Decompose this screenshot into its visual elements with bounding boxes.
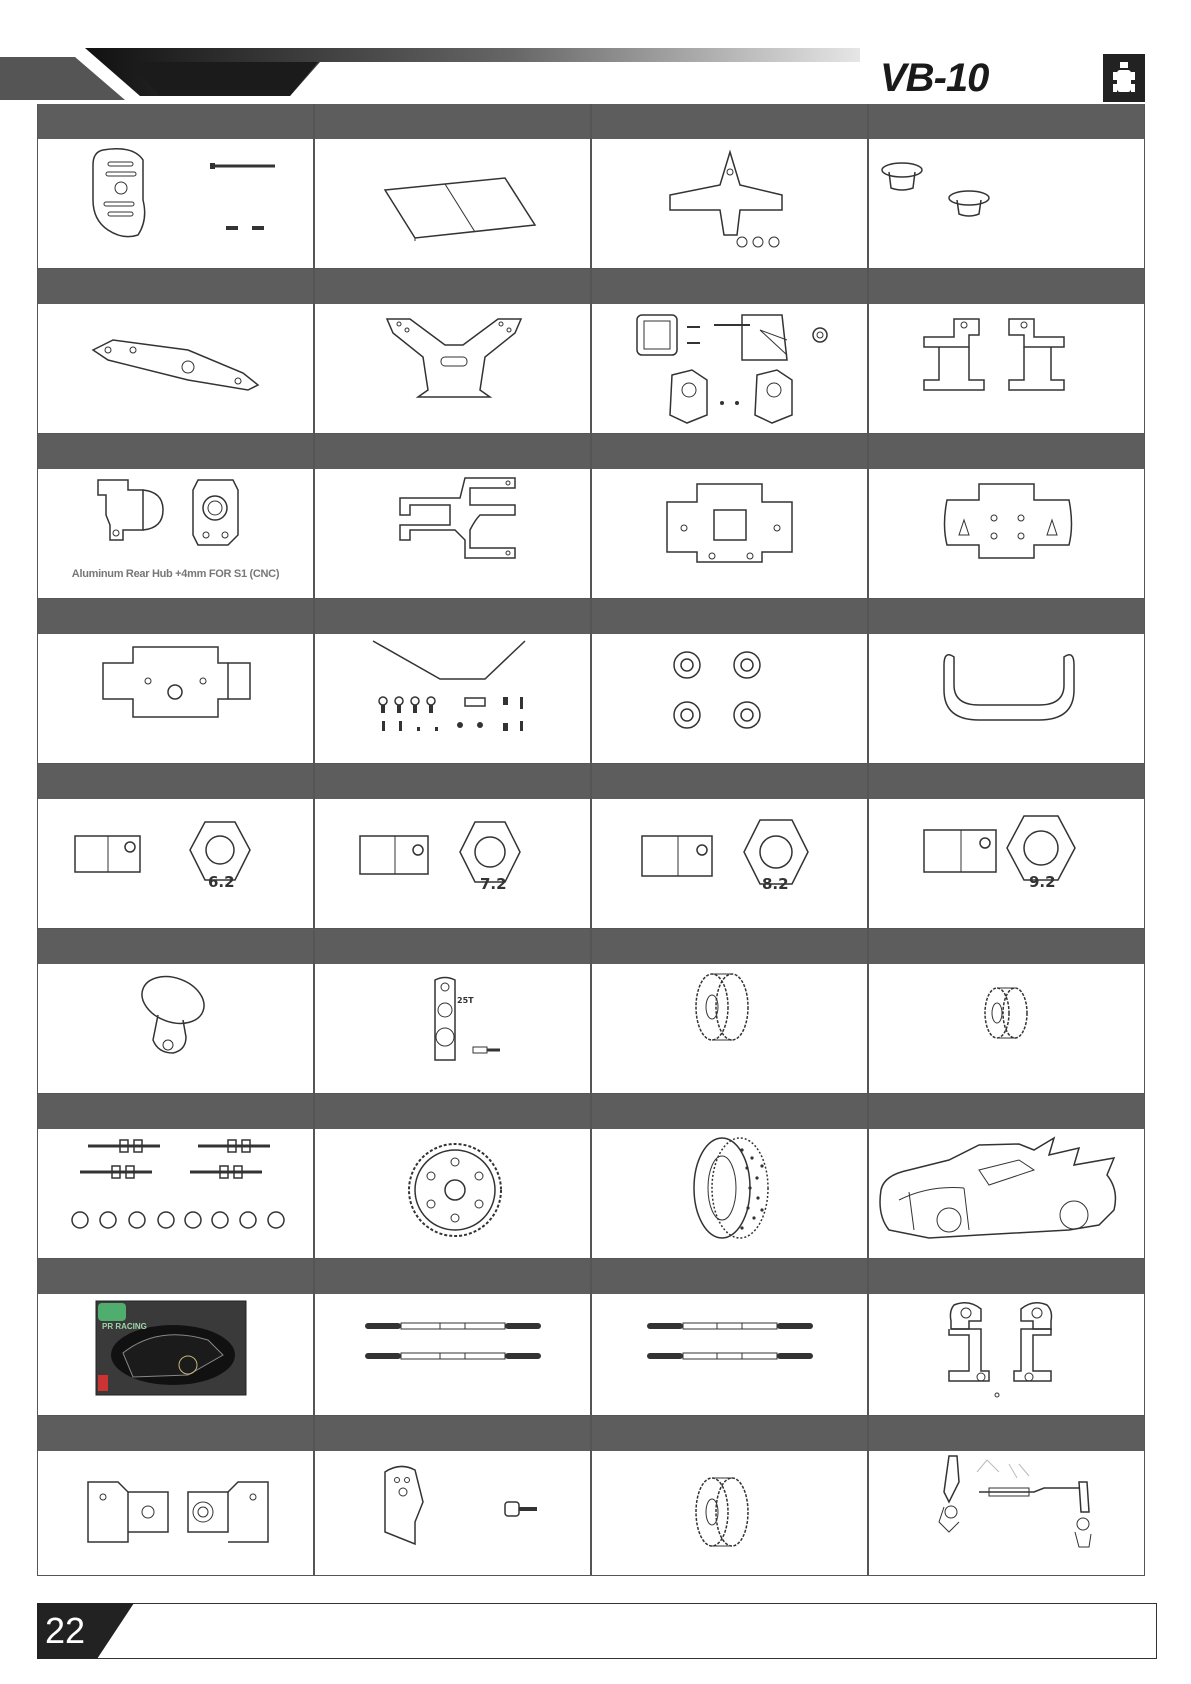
part-caption-bar <box>38 929 313 964</box>
c-hub-pair-icon <box>869 305 1144 433</box>
part-caption-bar <box>38 599 313 634</box>
part-cell-c-hubs <box>868 269 1145 434</box>
part-cell-spur-gear <box>314 1094 591 1259</box>
bushing-icon <box>869 140 1144 268</box>
page-footer <box>37 1603 1157 1659</box>
part-caption-bar <box>869 1416 1144 1451</box>
part-caption-bar <box>315 929 590 964</box>
part-cell-motor-plate <box>37 104 314 269</box>
part-cell-brackets <box>37 1416 314 1576</box>
brand-logo: VB-10 <box>880 56 989 100</box>
part-cell-bulkhead-c <box>37 599 314 764</box>
body-photo-icon <box>38 1295 313 1423</box>
wheel-hex-icon <box>592 800 867 928</box>
part-cell-steering-brace <box>314 434 591 599</box>
part-cell-servo-horn <box>314 929 591 1094</box>
part-caption-bar <box>869 599 1144 634</box>
gearbox-assembly-icon <box>592 305 867 433</box>
part-caption-bar <box>315 599 590 634</box>
part-caption-bar <box>592 1094 867 1129</box>
parts-row-2 <box>37 269 1146 434</box>
part-cell-c-hubs-alt <box>868 1259 1145 1416</box>
part-cell-gear-large <box>591 929 868 1094</box>
part-cell-sway-bar <box>314 599 591 764</box>
c-hub-pair-icon <box>869 1295 1144 1423</box>
servo-mount-plate-icon <box>592 140 867 268</box>
part-caption-bar <box>592 1259 867 1294</box>
footer-frame <box>37 1603 1157 1659</box>
part-caption-bar <box>869 1259 1144 1294</box>
part-caption-bar <box>592 929 867 964</box>
part-cell-shock-tower <box>314 269 591 434</box>
part-caption-bar <box>869 1094 1144 1129</box>
bulkhead-icon <box>38 635 313 763</box>
header-banner <box>0 0 860 100</box>
page-number: 22 <box>45 1610 86 1651</box>
part-caption-bar <box>869 929 1144 964</box>
steering-assembly-icon <box>869 1452 1144 1580</box>
hex-size-label: 8.2 <box>762 875 789 893</box>
part-caption-bar <box>315 1259 590 1294</box>
part-cell-hex-7-2 <box>314 764 591 929</box>
part-cell-handle <box>868 599 1145 764</box>
part-caption-bar <box>38 1094 313 1129</box>
spur-gear-icon <box>592 1452 867 1580</box>
mount-bracket-icon <box>38 1452 313 1580</box>
thumb-knob-icon <box>38 965 313 1093</box>
part-caption-bar <box>592 434 867 469</box>
part-cell-body-shell <box>868 1094 1145 1259</box>
brace-plate-icon <box>38 305 313 433</box>
servo-horn-icon <box>315 965 590 1093</box>
part-caption-bar <box>38 434 313 469</box>
part-caption-bar <box>38 1259 313 1294</box>
hex-size-label: 9.2 <box>1029 873 1056 891</box>
part-cell-brace <box>37 269 314 434</box>
lock-nut-icon <box>592 635 867 763</box>
part-caption-bar <box>592 269 867 304</box>
part-cell-rear-hub <box>37 434 314 599</box>
part-cell-nuts <box>591 599 868 764</box>
sway-bar-kit-icon <box>315 635 590 763</box>
part-cell-bulkhead-b <box>868 434 1145 599</box>
bulkhead-icon <box>592 470 867 598</box>
part-caption-bar <box>315 434 590 469</box>
part-caption-bar <box>315 1416 590 1451</box>
parts-row-7 <box>37 1094 1146 1259</box>
part-cell-gear-idler <box>591 1416 868 1576</box>
wheel-hex-icon <box>315 800 590 928</box>
part-cell-body-photo <box>37 1259 314 1416</box>
spur-gear-icon <box>315 1130 590 1258</box>
part-cell-bulkhead-a <box>591 434 868 599</box>
part-cell-turnbuckles-b <box>591 1259 868 1416</box>
adhesive-pad-icon <box>315 140 590 268</box>
part-cell-hex-6-2 <box>37 764 314 929</box>
part-cell-servo-mount <box>591 104 868 269</box>
part-caption-bar <box>592 1416 867 1451</box>
part-caption-bar <box>592 599 867 634</box>
part-caption-bar <box>869 764 1144 799</box>
part-caption-bar <box>315 764 590 799</box>
parts-row-8 <box>37 1259 1146 1416</box>
axle-and-nut-set-icon <box>38 1130 313 1258</box>
shock-tower-icon <box>315 305 590 433</box>
part-caption-bar <box>38 269 313 304</box>
wheel-hex-icon <box>869 800 1144 928</box>
parts-row-6 <box>37 929 1146 1094</box>
part-caption-text: Aluminum Rear Hub +4mm FOR S1 (CNC) <box>71 568 280 580</box>
mount-plate-icon <box>315 1452 590 1580</box>
part-caption-bar <box>592 104 867 139</box>
parts-row-1 <box>37 104 1146 269</box>
part-cell-hex-9-2 <box>868 764 1145 929</box>
part-cell-plate-screw <box>314 1416 591 1576</box>
tire-icon <box>592 1130 867 1258</box>
part-cell-gear-small <box>868 929 1145 1094</box>
parts-grid <box>37 104 1146 1576</box>
turnbuckle-icon <box>315 1295 590 1423</box>
parts-row-5 <box>37 764 1146 929</box>
part-caption-bar <box>315 269 590 304</box>
bulkhead-icon <box>869 470 1144 598</box>
part-caption-bar <box>38 1416 313 1451</box>
parts-row-3 <box>37 434 1146 599</box>
spur-gear-icon <box>869 965 1144 1093</box>
photo-brand-label: PR RACING <box>102 1322 147 1331</box>
spur-gear-icon <box>592 965 867 1093</box>
part-caption-bar <box>315 104 590 139</box>
part-caption-bar <box>38 764 313 799</box>
part-cell-knob <box>37 929 314 1094</box>
part-caption-bar <box>315 1094 590 1129</box>
part-caption-bar <box>869 434 1144 469</box>
part-caption-bar <box>592 764 867 799</box>
part-cell-steering-assembly <box>868 1416 1145 1576</box>
part-cell-hex-8-2 <box>591 764 868 929</box>
part-cell-bushings <box>868 104 1145 269</box>
wheel-hex-icon <box>38 800 313 928</box>
parts-row-9 <box>37 1416 1146 1576</box>
hex-size-label: 6.2 <box>208 873 235 891</box>
car-icon <box>1103 54 1145 102</box>
turnbuckle-icon <box>592 1295 867 1423</box>
part-cell-turnbuckles-a <box>314 1259 591 1416</box>
body-handle-icon <box>869 635 1144 763</box>
part-cell-pad <box>314 104 591 269</box>
servo-spline-label: 25T <box>457 996 474 1005</box>
part-caption-bar <box>869 104 1144 139</box>
part-cell-axles <box>37 1094 314 1259</box>
body-shell-icon <box>869 1130 1144 1258</box>
part-caption-bar <box>869 269 1144 304</box>
hex-size-label: 7.2 <box>480 875 507 893</box>
motor-plate-icon <box>38 140 313 268</box>
parts-row-4 <box>37 599 1146 764</box>
steering-brace-icon <box>315 470 590 598</box>
part-caption-bar <box>38 104 313 139</box>
part-cell-tire <box>591 1094 868 1259</box>
part-cell-gearbox <box>591 269 868 434</box>
